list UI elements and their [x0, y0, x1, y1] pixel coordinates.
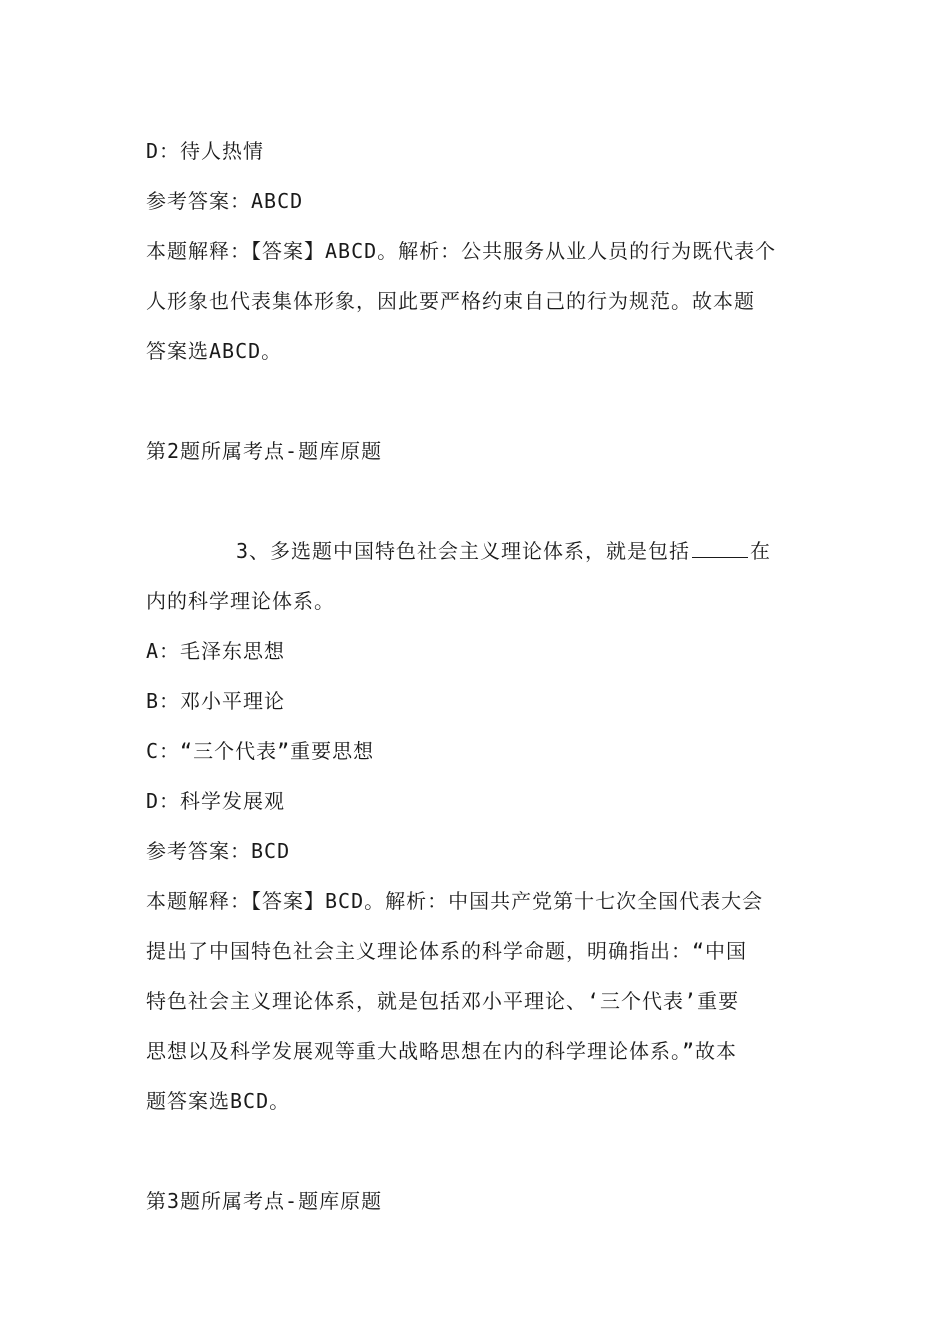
- document-page: [146, 126, 806, 1226]
- q3-option-d: D：科学发展观: [146, 789, 286, 813]
- q3-stem-text: 3、多选题中国特色社会主义理论体系，就是包括: [236, 539, 691, 563]
- spacer: [146, 1126, 806, 1176]
- spacer: [146, 376, 806, 426]
- q2-explanation-line: 答案选ABCD。: [146, 339, 283, 363]
- q3-explanation-line: 本题解释：【答案】BCD。解析：中国共产党第十七次全国代表大会: [146, 889, 764, 913]
- q3-explanation-line: 思想以及科学发展观等重大战略思想在内的科学理论体系。”故本: [146, 1039, 738, 1063]
- q3-explanation-line: 题答案选BCD。: [146, 1089, 291, 1113]
- q3-option-a: A：毛泽东思想: [146, 639, 286, 663]
- q3-answer: 参考答案：BCD: [146, 839, 291, 863]
- q3-explanation-line: 提出了中国特色社会主义理论体系的科学命题，明确指出：“中国: [146, 939, 748, 963]
- q3-stem-line-2: 内的科学理论体系。: [146, 589, 335, 613]
- q3-stem-line-1: [146, 526, 806, 576]
- q2-topic: 第2题所属考点-题库原题: [146, 439, 383, 463]
- spacer: [146, 476, 806, 526]
- q3-topic: 第3题所属考点-题库原题: [146, 1189, 383, 1213]
- q3-option-c: C：“三个代表”重要思想: [146, 739, 375, 763]
- fill-in-blank: [692, 535, 748, 558]
- q3-stem-text-end: 在: [750, 539, 772, 563]
- q2-option-d: D：待人热情: [146, 139, 265, 163]
- q3-option-b: B：邓小平理论: [146, 689, 286, 713]
- q2-explanation-line: 本题解释：【答案】ABCD。解析：公共服务从业人员的行为既代表个: [146, 239, 777, 263]
- q2-answer: 参考答案：ABCD: [146, 189, 304, 213]
- q2-explanation-line: 人形象也代表集体形象，因此要严格约束自己的行为规范。故本题: [146, 289, 755, 313]
- q3-explanation-line: 特色社会主义理论体系，就是包括邓小平理论、‘三个代表’重要: [146, 989, 740, 1013]
